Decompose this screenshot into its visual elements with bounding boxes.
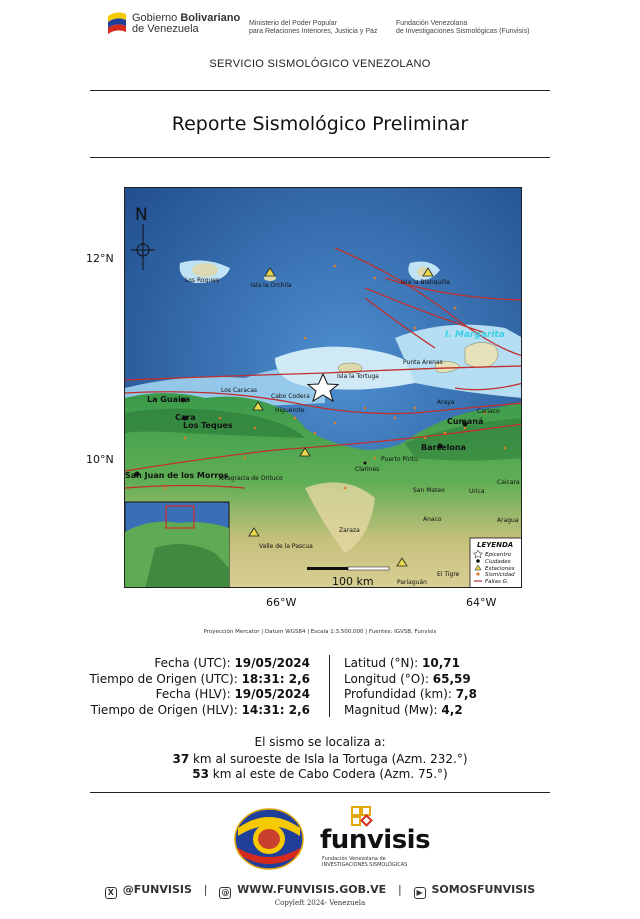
- legend-item-fallas: Fallas G.: [485, 579, 509, 585]
- legend-title: LEYENDA: [477, 541, 514, 549]
- label-cumana: Cumaná: [447, 417, 484, 426]
- social-separator: |: [203, 883, 208, 896]
- label-altagracia: Altagracia de Orituco: [219, 475, 283, 482]
- fecha-hlv-row: Fecha (HLV): 19/05/2024: [155, 687, 310, 701]
- label-higuerote: Higuerote: [275, 407, 305, 414]
- ministry-text: Ministerio del Poder Popular para Relaciones Interiores, Justicia y Paz: [249, 20, 378, 35]
- label-valle-pascua: Valle de la Pascua: [259, 543, 313, 550]
- label-el-tigre: El Tigre: [437, 571, 460, 578]
- label-araya: Araya: [437, 399, 455, 406]
- label-urica: Urica: [469, 488, 485, 495]
- social-links: [0, 883, 640, 899]
- service-name: SERVICIO SISMOLÓGICO VENEZOLANO: [209, 58, 431, 70]
- youtube-icon: ▶: [414, 887, 426, 899]
- location-intro: El sismo se localiza a:: [254, 735, 386, 749]
- label-los-teques: Los Teques: [183, 421, 233, 430]
- label-pariaguan: Pariaguán: [397, 579, 427, 586]
- x-logo-icon: X: [105, 887, 117, 899]
- legend-item-estaciones: Estaciones: [485, 566, 515, 572]
- time-parameters: [89, 656, 310, 718]
- government-seal-icon: [234, 808, 304, 870]
- social-x-handle[interactable]: @FUNVISIS: [122, 883, 192, 896]
- magnitud-row: Magnitud (Mw): 4,2: [344, 702, 463, 717]
- social-youtube[interactable]: SOMOSFUNVISIS: [431, 883, 536, 896]
- scale-label: 100 km: [332, 575, 374, 588]
- label-caicara: Caicara: [497, 479, 520, 486]
- gobierno-logo: [106, 8, 241, 38]
- projection-note: Proyección Mercator | Datum WGS84 | Escala 1:3.500.000 | Fuentes: IGVSB, Funvisis: [203, 629, 437, 635]
- legend-city-icon: [476, 559, 480, 563]
- label-tortuga: Isla la Tortuga: [337, 373, 379, 380]
- gobierno-text: Gobierno Bolivariano de Venezuela: [132, 12, 241, 35]
- social-separator: |: [398, 883, 402, 896]
- label-los-caracas: Los Caracas: [221, 387, 258, 394]
- venezuela-flag-icon: [106, 10, 128, 36]
- label-cabo-codera: Cabo Codera: [271, 393, 310, 400]
- latitud-row: Latitud (°N): 10,71: [344, 656, 460, 670]
- north-arrow-label: N: [135, 205, 148, 225]
- longitud-row: Longitud (°O): 65,59: [344, 671, 471, 686]
- label-margarita: I. Margarita: [445, 330, 505, 340]
- copyleft-note: Copyleft 2024- Venezuela: [274, 899, 366, 907]
- label-san-juan: San Juan de los Morros: [125, 471, 229, 480]
- label-clarines: Clarines: [355, 466, 380, 473]
- label-puerto-piritu: Puerto Píritu: [381, 456, 418, 463]
- lon-label-64: 64°W: [466, 596, 497, 609]
- label-roques: Los Roques: [185, 277, 219, 284]
- header-divider: [90, 90, 550, 91]
- map-legend: [470, 538, 522, 588]
- seismic-map: [124, 187, 522, 588]
- label-aragua: Aragua: [497, 517, 519, 524]
- label-anaco: Anaco: [423, 516, 442, 523]
- params-divider: [329, 655, 330, 717]
- lon-label-66: 66°W: [266, 596, 297, 609]
- funvisis-logo: [320, 805, 431, 870]
- funvisis-wordmark: funvisis: [320, 825, 431, 855]
- page-title: Reporte Sismológico Preliminar: [171, 113, 469, 135]
- origen-hlv-row: Tiempo de Origen (HLV): 14:31: 2,6: [90, 702, 310, 717]
- inset-map: [125, 502, 229, 588]
- label-barcelona: Barcelona: [421, 443, 466, 452]
- location-parameters: [344, 656, 477, 718]
- location-ref-1: 37 km al suroeste de Isla la Tortuga (Azm. 232.°): [172, 752, 468, 766]
- location-ref-2: 53 km al este de Cabo Codera (Azm. 75.°): [192, 767, 448, 781]
- funvisis-mark-icon: [350, 805, 374, 827]
- label-san-mateo: San Mateo: [413, 487, 445, 494]
- legend-item-epicentro: Epicentro: [485, 552, 512, 558]
- legend-item-sismicidad: Sismicidad: [485, 572, 515, 578]
- label-punta-arenas: Punta Arenas: [403, 359, 443, 366]
- label-orchila: Isla la Orchila: [251, 282, 292, 289]
- web-icon: @: [221, 888, 230, 897]
- legend-item-ciudades: Ciudades: [485, 559, 511, 565]
- scale-bar: [307, 567, 389, 570]
- social-website[interactable]: WWW.FUNVISIS.GOB.VE: [237, 883, 387, 896]
- title-divider: [90, 157, 550, 158]
- legend-seismicity-icon: [476, 572, 479, 575]
- footer-divider: [90, 792, 550, 793]
- lat-label-12: 12°N: [86, 252, 114, 265]
- label-caracas: Cara: [175, 413, 196, 422]
- funvisis-header-text: Fundación Venezolana de Investigaciones Sismológicas (Funvisis): [396, 20, 530, 35]
- los-roques: [192, 263, 218, 277]
- label-cariaco: Cariaco: [477, 408, 500, 415]
- origen-utc-row: Tiempo de Origen (UTC): 18:31: 2,6: [89, 671, 310, 686]
- funvisis-subtitle: Fundación Venezolana de INVESTIGACIONES SISMOLÓGICAS: [322, 856, 408, 868]
- label-la-guaira: La Guaira: [147, 395, 191, 404]
- profundidad-row: Profundidad (km): 7,8: [344, 687, 477, 701]
- lat-label-10: 10°N: [86, 453, 114, 466]
- label-blanquilla: Isla la Blanquilla: [401, 279, 450, 286]
- fecha-utc-row: Fecha (UTC): 19/05/2024: [154, 656, 310, 670]
- label-zaraza: Zaraza: [339, 527, 360, 534]
